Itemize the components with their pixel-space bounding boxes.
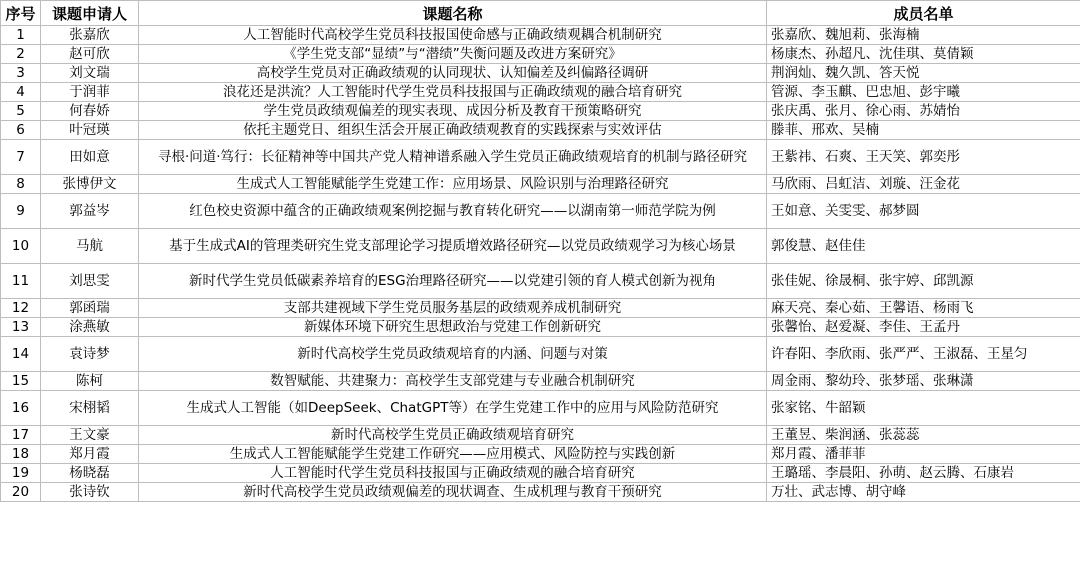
- cell-members: 杨康杰、孙超凡、沈佳琪、莫倩颖: [767, 45, 1080, 64]
- table-row: [1, 45, 1080, 64]
- cell-members: 王董昱、柴润涵、张蕊蕊: [767, 426, 1080, 445]
- cell-members: 麻天亮、秦心茹、王馨语、杨雨飞: [767, 299, 1080, 318]
- cell-applicant: 张诗钦: [41, 483, 139, 502]
- table-row: [1, 299, 1080, 318]
- cell-applicant: 陈柯: [41, 372, 139, 391]
- table-row: [1, 64, 1080, 83]
- cell-num: 18: [1, 445, 41, 464]
- cell-num: 3: [1, 64, 41, 83]
- cell-num: 14: [1, 337, 41, 372]
- header-title: 课题名称: [139, 1, 767, 26]
- cell-members: 许春阳、李欣雨、张严严、王淑磊、王星匀: [767, 337, 1080, 372]
- cell-members: 王紫祎、石爽、王天笑、郭奕彤: [767, 140, 1080, 175]
- cell-num: 11: [1, 264, 41, 299]
- cell-title: 寻根·问道·笃行：长征精神等中国共产党人精神谱系融入学生党员正确政绩观培育的机制与路径研究: [139, 140, 767, 175]
- cell-title: 学生党员政绩观偏差的现实表现、成因分析及教育干预策略研究: [139, 102, 767, 121]
- cell-title: 基于生成式AI的管理类研究生党支部理论学习提质增效路径研究—以党员政绩观学习为核心场景: [139, 229, 767, 264]
- cell-num: 6: [1, 121, 41, 140]
- cell-title: 浪花还是洪流？人工智能时代学生党员科技报国与正确政绩观的融合培育研究: [139, 83, 767, 102]
- cell-applicant: 郭益岑: [41, 194, 139, 229]
- cell-title: 数智赋能、共建聚力：高校学生支部党建与专业融合机制研究: [139, 372, 767, 391]
- cell-num: 5: [1, 102, 41, 121]
- cell-applicant: 何春娇: [41, 102, 139, 121]
- cell-num: 4: [1, 83, 41, 102]
- cell-applicant: 袁诗梦: [41, 337, 139, 372]
- cell-applicant: 郑月霞: [41, 445, 139, 464]
- cell-members: 滕菲、邢欢、吴楠: [767, 121, 1080, 140]
- cell-num: 10: [1, 229, 41, 264]
- table-row: [1, 194, 1080, 229]
- table-row: [1, 372, 1080, 391]
- cell-applicant: 郭函瑞: [41, 299, 139, 318]
- cell-title: 生成式人工智能赋能学生党建工作：应用场景、风险识别与治理路径研究: [139, 175, 767, 194]
- cell-num: 2: [1, 45, 41, 64]
- cell-title: 新媒体环境下研究生思想政治与党建工作创新研究: [139, 318, 767, 337]
- cell-title: 生成式人工智能（如DeepSeek、ChatGPT等）在学生党建工作中的应用与风险防范研究: [139, 391, 767, 426]
- table-row: [1, 318, 1080, 337]
- cell-applicant: 刘思雯: [41, 264, 139, 299]
- cell-members: 张馨怡、赵爱凝、李佳、王孟丹: [767, 318, 1080, 337]
- cell-members: 张嘉欣、魏旭莉、张海楠: [767, 26, 1080, 45]
- cell-title: 新时代高校学生党员政绩观培育的内涵、问题与对策: [139, 337, 767, 372]
- table-row: [1, 426, 1080, 445]
- cell-members: 王璐瑶、李晨阳、孙萌、赵云腾、石康岩: [767, 464, 1080, 483]
- table-row: [1, 337, 1080, 372]
- cell-title: 生成式人工智能赋能学生党建工作研究——应用模式、风险防控与实践创新: [139, 445, 767, 464]
- cell-applicant: 王文豪: [41, 426, 139, 445]
- cell-applicant: 杨晓磊: [41, 464, 139, 483]
- table-row: [1, 102, 1080, 121]
- table-row: [1, 26, 1080, 45]
- cell-members: 张家铭、牛韶颖: [767, 391, 1080, 426]
- header-num: 序号: [1, 1, 41, 26]
- cell-applicant: 涂燕敏: [41, 318, 139, 337]
- header-applicant: 课题申请人: [41, 1, 139, 26]
- cell-members: 马欣雨、吕虹洁、刘璇、汪金花: [767, 175, 1080, 194]
- cell-applicant: 马航: [41, 229, 139, 264]
- cell-num: 9: [1, 194, 41, 229]
- cell-members: 王如意、关雯雯、郝梦圆: [767, 194, 1080, 229]
- table-row: [1, 175, 1080, 194]
- cell-members: 郭俊慧、赵佳佳: [767, 229, 1080, 264]
- cell-num: 17: [1, 426, 41, 445]
- header-members: 成员名单: [767, 1, 1080, 26]
- cell-num: 7: [1, 140, 41, 175]
- cell-title: 新时代高校学生党员政绩观偏差的现状调查、生成机理与教育干预研究: [139, 483, 767, 502]
- cell-title: 依托主题党日、组织生活会开展正确政绩观教育的实践探索与实效评估: [139, 121, 767, 140]
- cell-title: 新时代高校学生党员正确政绩观培育研究: [139, 426, 767, 445]
- cell-applicant: 田如意: [41, 140, 139, 175]
- table-row: [1, 229, 1080, 264]
- cell-applicant: 宋栩韬: [41, 391, 139, 426]
- cell-applicant: 刘文瑞: [41, 64, 139, 83]
- table-row: [1, 83, 1080, 102]
- cell-title: 《学生党支部“显绩”与“潜绩”失衡问题及改进方案研究》: [139, 45, 767, 64]
- cell-members: 张庆禹、张月、徐心雨、苏婧怡: [767, 102, 1080, 121]
- cell-members: 荆润灿、魏久凯、答天悦: [767, 64, 1080, 83]
- cell-num: 8: [1, 175, 41, 194]
- cell-title: 新时代学生党员低碳素养培育的ESG治理路径研究——以党建引领的育人模式创新为视角: [139, 264, 767, 299]
- cell-members: 郑月霞、潘菲菲: [767, 445, 1080, 464]
- cell-num: 13: [1, 318, 41, 337]
- cell-num: 1: [1, 26, 41, 45]
- table-row: [1, 121, 1080, 140]
- cell-title: 红色校史资源中蕴含的正确政绩观案例挖掘与教育转化研究——以湖南第一师范学院为例: [139, 194, 767, 229]
- table-row: [1, 445, 1080, 464]
- cell-members: 万壮、武志博、胡守峰: [767, 483, 1080, 502]
- cell-title: 高校学生党员对正确政绩观的认同现状、认知偏差及纠偏路径调研: [139, 64, 767, 83]
- cell-num: 20: [1, 483, 41, 502]
- cell-title: 人工智能时代高校学生党员科技报国使命感与正确政绩观耦合机制研究: [139, 26, 767, 45]
- cell-num: 12: [1, 299, 41, 318]
- cell-num: 16: [1, 391, 41, 426]
- header-row: [1, 1, 1080, 26]
- table-row: [1, 140, 1080, 175]
- cell-applicant: 于润菲: [41, 83, 139, 102]
- cell-applicant: 张博伊文: [41, 175, 139, 194]
- cell-title: 人工智能时代学生党员科技报国与正确政绩观的融合培育研究: [139, 464, 767, 483]
- cell-title: 支部共建视域下学生党员服务基层的政绩观养成机制研究: [139, 299, 767, 318]
- cell-applicant: 张嘉欣: [41, 26, 139, 45]
- table-row: [1, 483, 1080, 502]
- table-row: [1, 464, 1080, 483]
- cell-members: 周金雨、黎幼玲、张梦瑶、张琳潇: [767, 372, 1080, 391]
- cell-num: 15: [1, 372, 41, 391]
- cell-members: 管源、李玉麒、巴忠旭、彭宇曦: [767, 83, 1080, 102]
- table-row: [1, 264, 1080, 299]
- cell-applicant: 赵可欣: [41, 45, 139, 64]
- cell-num: 19: [1, 464, 41, 483]
- table-row: [1, 391, 1080, 426]
- cell-applicant: 叶冠瑛: [41, 121, 139, 140]
- cell-members: 张佳妮、徐晟桐、张宇婷、邱凯源: [767, 264, 1080, 299]
